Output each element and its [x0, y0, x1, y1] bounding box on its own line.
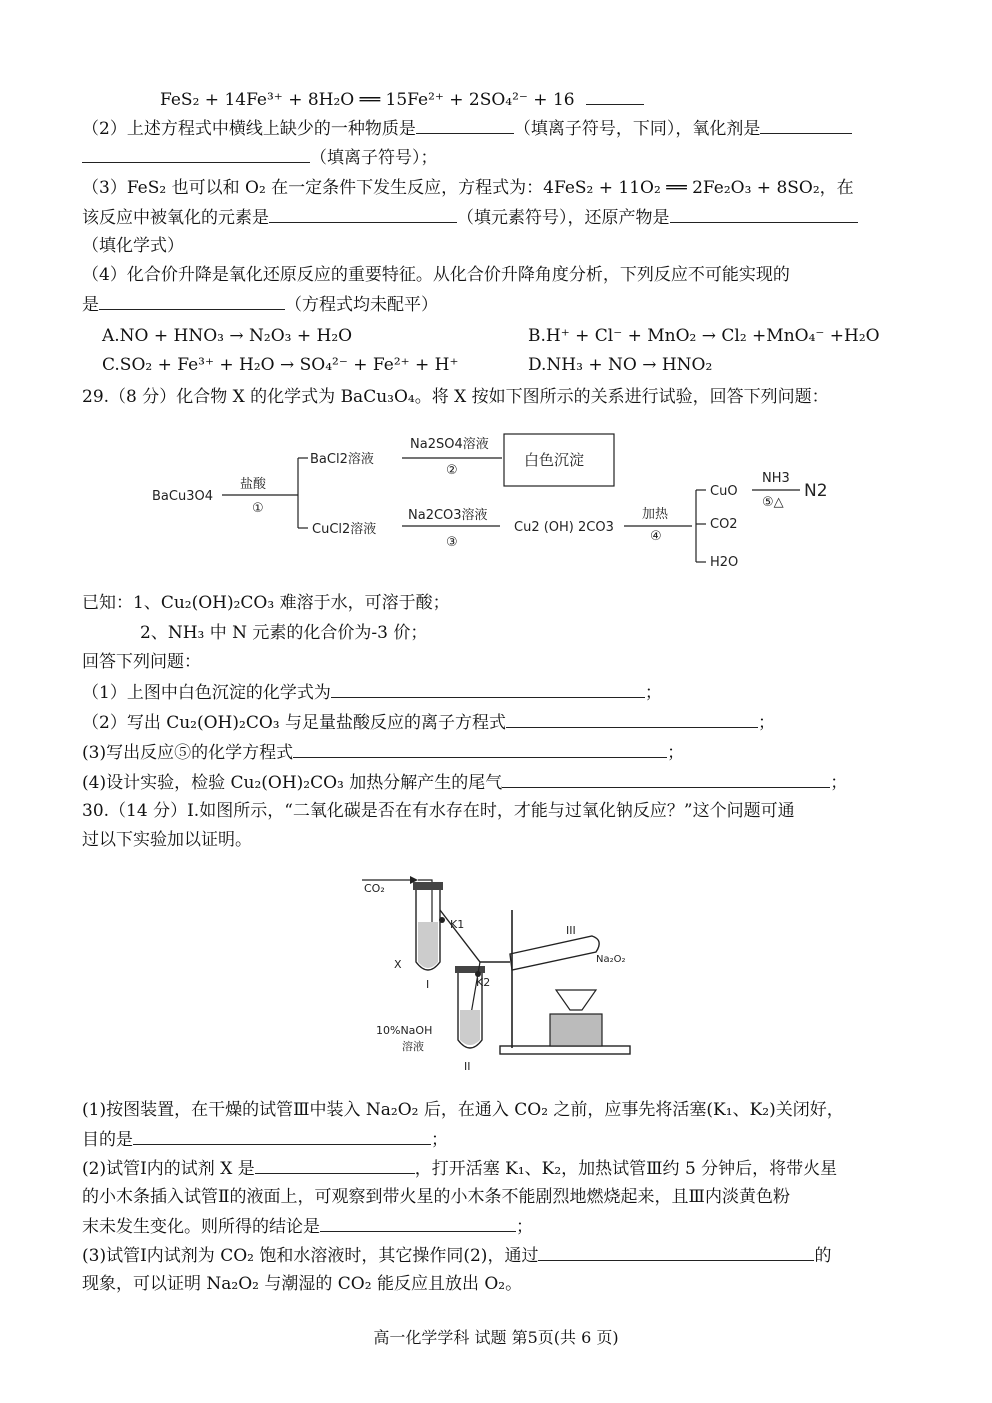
start-compound: BaCu3O4 — [152, 489, 213, 504]
answer-blank[interactable] — [760, 117, 852, 134]
q29-3-text: (3)写出反应⑤的化学方程式 — [82, 743, 294, 763]
product-cuo: CuO — [710, 484, 738, 499]
q28-p2-text2: （填离子符号，下同），氧化剂是 — [513, 119, 761, 139]
na2o2-label: Na₂O₂ — [596, 954, 626, 965]
apparatus-figure — [360, 870, 650, 1080]
q29-1 — [82, 681, 662, 704]
q28-p3-line2 — [82, 206, 858, 229]
q28-p3-line1 — [82, 177, 854, 199]
page-footer: 高一化学学科 试题 第5页(共 6 页) — [373, 1328, 619, 1347]
equation-text: FeS₂ + 14Fe³⁺ + 8H₂O ══ 15Fe²⁺ + 2SO₄²⁻ + 16 — [160, 90, 575, 110]
step1-number: ① — [252, 501, 264, 516]
q28-p3-text3: （填元素符号），还原产物是 — [457, 208, 670, 228]
known-2: 2、NH₃ 中 N 元素的化合价为-3 价； — [140, 623, 428, 643]
q28-p2-line1 — [82, 117, 852, 140]
tube2-label: II — [464, 1060, 471, 1073]
answer-blank[interactable] — [416, 117, 514, 134]
answer-heading: 回答下列问题： — [82, 652, 201, 672]
option-d: D.NH₃ + NO → HNO₂ — [528, 355, 713, 375]
tube3-label: III — [566, 924, 576, 937]
q28-p4-text: （4）化合价升降是氧化还原反应的重要特征。从化合价升降角度分析，下列反应不可能实现的 — [82, 265, 790, 285]
product-co2: CO2 — [710, 517, 738, 532]
answer-blank[interactable] — [502, 771, 830, 788]
q30-3-text: (3)试管Ⅰ内试剂为 CO₂ 饱和水溶液时，其它操作同(2)，通过 — [82, 1246, 539, 1266]
reagent-x — [418, 922, 438, 968]
option-a: A.NO + HNO₃ → N₂O₃ + H₂O — [102, 326, 353, 346]
semicolon: ； — [830, 773, 848, 793]
reagent-x-label: X — [394, 958, 402, 971]
reaction-flow-diagram — [140, 420, 860, 580]
semicolon: ； — [758, 713, 775, 733]
q30-3-line2: 现象，可以证明 Na₂O₂ 与潮湿的 CO₂ 能反应且放出 O₂。 — [82, 1274, 523, 1294]
q30-1-text: 目的是 — [82, 1130, 133, 1150]
answer-blank[interactable] — [133, 1128, 431, 1145]
q30-2-line2: 的小木条插入试管Ⅱ的液面上，可观察到带火星的小木条不能剧烈地燃烧起来，且Ⅲ内淡黄色粉 — [82, 1187, 790, 1207]
q30-2-line1 — [82, 1157, 837, 1180]
q30-2-line3 — [82, 1215, 533, 1238]
nh3-reagent: NH3 — [762, 471, 790, 486]
q28-p3-text4: （填化学式） — [82, 236, 184, 256]
naoh-label: 10%NaOH — [376, 1024, 433, 1037]
step2-number: ② — [446, 463, 458, 478]
step4-number: ④ — [650, 529, 662, 544]
q29-1-text: （1）上图中白色沉淀的化学式为 — [82, 683, 331, 703]
naoh-label-2: 溶液 — [402, 1040, 424, 1053]
q29-4 — [82, 771, 847, 794]
option-c: C.SO₂ + Fe³⁺ + H₂O → SO₄²⁻ + Fe²⁺ + H⁺ — [102, 355, 459, 375]
product-n2: N2 — [804, 481, 828, 501]
stand-base — [500, 1046, 630, 1054]
na2co3-reagent: Na2CO3溶液 — [408, 508, 488, 523]
q30-3-text2: 的 — [814, 1246, 832, 1266]
known-1: 已知：1、Cu₂(OH)₂CO₃ 难溶于水，可溶于酸； — [82, 593, 450, 613]
product-h2o: H2O — [710, 555, 739, 570]
na2so4-reagent: Na2SO4溶液 — [410, 437, 489, 452]
answer-blank[interactable] — [586, 88, 644, 105]
answer-blank[interactable] — [670, 206, 858, 223]
q29-2 — [82, 711, 775, 734]
test-tube-3 — [510, 936, 599, 970]
q30-2-text2: ，打开活塞 K₁、K₂，加热试管Ⅲ约 5 分钟后，将带火星 — [414, 1159, 838, 1179]
q28-p3-line3 — [82, 235, 184, 257]
answer-blank[interactable] — [331, 681, 645, 698]
naoh-liquid — [460, 1010, 480, 1045]
q28-p2-text: （2）上述方程式中横线上缺少的一种物质是 — [82, 119, 416, 139]
answer-blank[interactable] — [293, 741, 667, 758]
semicolon: ； — [431, 1130, 448, 1150]
answer-blank[interactable] — [255, 1157, 415, 1174]
q28-p4-line1 — [82, 264, 790, 286]
cucl2-solution: CuCl2溶液 — [312, 522, 377, 537]
q30-2-text3: 末未发生变化。则所得的结论是 — [82, 1217, 320, 1237]
q29-3 — [82, 741, 684, 764]
valve-k1-label: K1 — [450, 918, 465, 931]
q28-p3-text: （3）FeS₂ 也可以和 O₂ 在一定条件下发生反应，方程式为：4FeS₂ + 11O₂ ══ 2Fe₂O₃ + 8SO₂，在 — [82, 178, 854, 198]
semicolon: ； — [516, 1217, 533, 1237]
semicolon: ； — [644, 683, 662, 703]
answer-blank[interactable] — [538, 1244, 814, 1261]
bacl2-solution: BaCl2溶液 — [310, 452, 374, 467]
q28-p2-text3: （填离子符号）； — [310, 148, 438, 168]
stopper-1 — [413, 882, 443, 890]
q30-2-text: (2)试管Ⅰ内的试剂 X 是 — [82, 1159, 255, 1179]
valve-k2-label: K2 — [476, 976, 491, 989]
q30-1-line2 — [82, 1128, 448, 1151]
q30-1-line1: (1)按图装置，在干燥的试管Ⅲ中装入 Na₂O₂ 后，在通入 CO₂ 之前，应事先将活塞(K₁、K₂)关闭好， — [82, 1100, 844, 1120]
answer-blank[interactable] — [320, 1215, 516, 1232]
q29-2-text: （2）写出 Cu₂(OH)₂CO₃ 与足量盐酸反应的离子方程式 — [82, 713, 506, 733]
burner-body — [550, 1014, 602, 1046]
q29-stem: 29.（8 分）化合物 X 的化学式为 BaCu₃O₄。将 X 按如下图所示的关系进行试验，回答下列问题： — [82, 387, 829, 407]
stopper-2 — [455, 966, 485, 973]
q28-p4-text3: （方程式均未配平） — [285, 295, 438, 315]
option-b: B.H⁺ + Cl⁻ + MnO₂ → Cl₂ +MnO₄⁻ +H₂O — [528, 326, 880, 346]
q28-p3-text2: 该反应中被氧化的元素是 — [82, 208, 269, 228]
step3-number: ③ — [446, 535, 458, 550]
q30-stem-2: 过以下实验加以证明。 — [82, 830, 252, 850]
q28-p4-text2: 是 — [82, 295, 99, 315]
answer-blank[interactable] — [269, 206, 457, 223]
top-equation — [160, 88, 644, 111]
answer-blank[interactable] — [506, 711, 758, 728]
answer-blank[interactable] — [82, 146, 310, 163]
valve-k1[interactable] — [439, 917, 445, 923]
tube1-label: I — [426, 978, 430, 991]
answer-blank[interactable] — [99, 293, 285, 310]
heat-label: 加热 — [642, 507, 669, 522]
q29-4-text: (4)设计实验，检验 Cu₂(OH)₂CO₃ 加热分解产生的尾气 — [82, 773, 503, 793]
q28-p4-line2 — [82, 293, 438, 316]
step1-reagent: 盐酸 — [240, 477, 267, 492]
white-precipitate: 白色沉淀 — [524, 451, 585, 469]
basic-copper-carbonate: Cu2 (OH) 2CO3 — [514, 520, 614, 535]
step5-number: ⑤△ — [762, 495, 784, 510]
semicolon: ； — [667, 743, 685, 763]
co2-label: CO₂ — [364, 882, 385, 895]
q30-stem-1: 30.（14 分）Ⅰ.如图所示，“二氧化碳是否在有水存在时，才能与过氧化钠反应？”这个问题可通 — [82, 801, 795, 821]
q28-p2-line2 — [82, 146, 438, 169]
burner-flame — [556, 990, 596, 1010]
q30-3-line1 — [82, 1244, 831, 1267]
